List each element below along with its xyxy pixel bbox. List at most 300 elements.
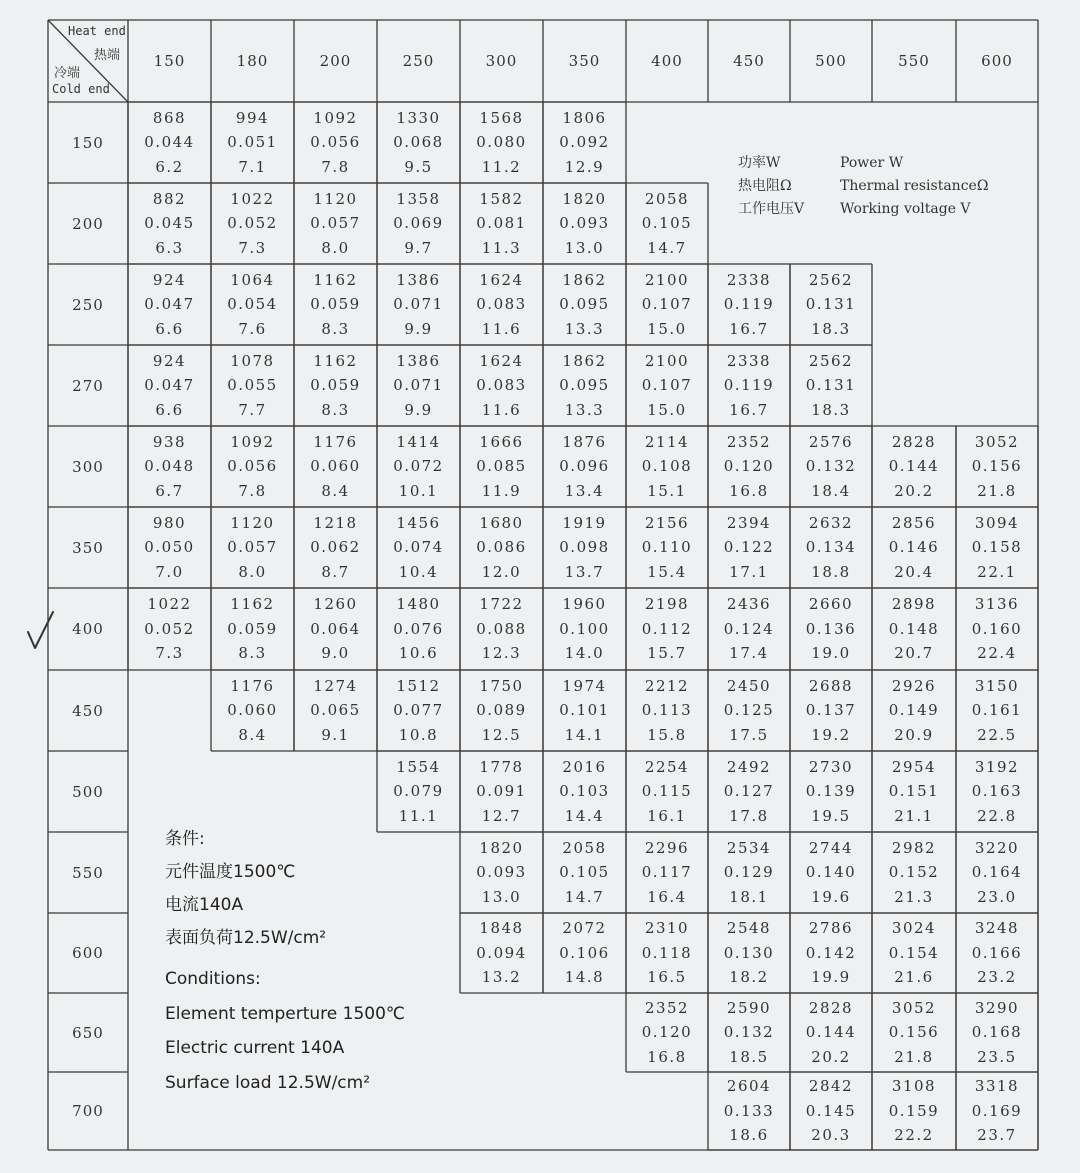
resistance-value: 0.122 (723, 538, 775, 557)
power-value: 2394 (726, 513, 772, 532)
table-cell (626, 264, 708, 345)
power-value: 2436 (726, 595, 772, 614)
table-cell (872, 588, 956, 670)
power-value: 2548 (726, 919, 772, 938)
resistance-value: 0.057 (310, 214, 361, 233)
cold-end-header-150: 150 (72, 133, 104, 152)
power-value: 2058 (644, 189, 690, 208)
table-cell (790, 264, 872, 345)
voltage-value: 19.0 (811, 644, 851, 663)
resistance-value: 0.098 (559, 538, 610, 557)
resistance-value: 0.091 (476, 782, 527, 801)
table-cell (626, 832, 708, 913)
voltage-value: 14.7 (564, 887, 605, 906)
voltage-value: 22.8 (977, 806, 1017, 825)
voltage-value: 19.6 (811, 887, 851, 906)
resistance-value: 0.050 (144, 538, 195, 557)
voltage-value: 12.5 (481, 725, 522, 744)
resistance-value: 0.051 (227, 133, 278, 152)
resistance-value: 0.136 (805, 619, 857, 638)
resistance-value: 0.056 (227, 457, 278, 476)
power-value: 2828 (891, 432, 937, 451)
voltage-value: 21.8 (977, 481, 1017, 500)
power-value: 1176 (230, 676, 275, 695)
power-value: 2786 (808, 919, 854, 938)
cold-end-header-650: 650 (72, 1023, 104, 1042)
legend-item-resistance: 热电阻Ω Thermal resistanceΩ (738, 178, 989, 194)
table-cell (294, 588, 377, 670)
power-value: 2926 (891, 676, 937, 695)
table-cell (790, 751, 872, 832)
voltage-value: 20.2 (894, 481, 934, 500)
table-cell (128, 264, 211, 345)
resistance-value: 0.152 (888, 863, 940, 882)
power-value: 3052 (974, 432, 1020, 451)
resistance-value: 0.129 (723, 863, 775, 882)
resistance-value: 0.083 (476, 295, 527, 314)
voltage-value: 9.5 (404, 157, 433, 176)
table-cell (460, 507, 543, 588)
table-cell (294, 426, 377, 507)
voltage-value: 13.3 (564, 400, 605, 419)
table-cell (211, 588, 294, 670)
table-cell (460, 426, 543, 507)
power-value: 924 (152, 270, 187, 289)
table-cell (460, 264, 543, 345)
voltage-value: 21.1 (894, 806, 934, 825)
power-value: 2562 (808, 351, 854, 370)
table-cell (626, 345, 708, 426)
heat-end-header-350: 350 (568, 52, 601, 70)
voltage-value: 11.1 (398, 806, 439, 825)
voltage-value: 20.7 (894, 644, 934, 663)
resistance-value: 0.060 (227, 701, 278, 720)
voltage-value: 9.0 (321, 644, 350, 663)
table-cell (626, 670, 708, 751)
power-value: 2338 (726, 351, 772, 370)
power-value: 3192 (974, 757, 1020, 776)
condition-current-cn: 电流140A (165, 895, 244, 915)
voltage-value: 8.3 (321, 400, 350, 419)
voltage-value: 20.2 (811, 1047, 851, 1066)
power-value: 1260 (313, 595, 358, 614)
resistance-value: 0.052 (227, 214, 278, 233)
resistance-value: 0.086 (476, 538, 527, 557)
resistance-value: 0.120 (641, 1023, 693, 1042)
resistance-value: 0.093 (559, 214, 610, 233)
resistance-value: 0.106 (559, 943, 610, 962)
power-value: 2114 (644, 432, 690, 451)
voltage-value: 15.7 (647, 644, 687, 663)
resistance-value: 0.117 (641, 863, 693, 882)
legend-item-voltage: 工作电压V Working voltage V (738, 201, 971, 217)
voltage-value: 22.1 (977, 562, 1017, 581)
voltage-value: 23.5 (977, 1047, 1017, 1066)
table-cell (872, 426, 956, 507)
power-value: 1722 (479, 595, 524, 614)
table-cell (956, 832, 1038, 913)
voltage-value: 7.8 (321, 157, 350, 176)
power-value: 1778 (479, 757, 524, 776)
cold-end-header-200: 200 (72, 214, 104, 233)
resistance-value: 0.069 (393, 214, 444, 233)
resistance-value: 0.154 (888, 943, 940, 962)
table-cell (790, 1072, 872, 1150)
voltage-value: 12.3 (481, 644, 522, 663)
condition-load-en: Surface load 12.5W/cm² (165, 1073, 371, 1093)
resistance-value: 0.107 (641, 376, 693, 395)
resistance-value: 0.139 (805, 782, 857, 801)
resistance-value: 0.100 (559, 619, 610, 638)
table-cell (708, 913, 790, 993)
table-cell (211, 345, 294, 426)
resistance-value: 0.151 (888, 782, 940, 801)
power-value: 1414 (396, 432, 441, 451)
power-value: 1512 (396, 676, 441, 695)
voltage-value: 8.7 (321, 562, 350, 581)
heat-end-header-300: 300 (485, 52, 518, 70)
voltage-value: 13.3 (564, 319, 605, 338)
table-cell (956, 751, 1038, 832)
table-cell (790, 670, 872, 751)
resistance-value: 0.068 (393, 133, 444, 152)
table-cell (790, 588, 872, 670)
cold-end-header-550: 550 (72, 863, 104, 882)
voltage-value: 17.5 (729, 725, 769, 744)
voltage-value: 23.2 (977, 968, 1017, 987)
voltage-value: 13.4 (564, 481, 605, 500)
table-cell (543, 345, 626, 426)
voltage-value: 11.6 (481, 400, 522, 419)
resistance-value: 0.118 (641, 943, 693, 962)
power-value: 1750 (479, 676, 524, 695)
table-cell (377, 507, 460, 588)
voltage-value: 22.2 (894, 1126, 934, 1145)
power-value: 2100 (644, 351, 690, 370)
power-value: 2730 (808, 757, 854, 776)
table-cell (790, 913, 872, 993)
voltage-value: 16.7 (729, 319, 769, 338)
resistance-value: 0.115 (641, 782, 693, 801)
voltage-value: 10.6 (398, 644, 439, 663)
resistance-value: 0.077 (393, 701, 444, 720)
check-mark-icon (26, 610, 56, 652)
table-cell (128, 345, 211, 426)
resistance-value: 0.161 (971, 701, 1023, 720)
heat-end-label: Heat end (68, 24, 126, 38)
power-value: 1176 (313, 432, 358, 451)
voltage-value: 14.0 (564, 644, 605, 663)
power-value: 2212 (644, 676, 690, 695)
table-cell (708, 264, 790, 345)
power-value: 2534 (726, 838, 772, 857)
voltage-value: 18.5 (729, 1047, 769, 1066)
power-value: 2590 (726, 998, 772, 1017)
voltage-value: 17.8 (729, 806, 769, 825)
power-value: 868 (152, 108, 187, 127)
table-cell (956, 426, 1038, 507)
voltage-value: 23.7 (977, 1126, 1017, 1145)
resistance-value: 0.107 (641, 295, 693, 314)
voltage-value: 15.1 (647, 481, 687, 500)
power-value: 3052 (891, 998, 937, 1017)
table-cell (460, 832, 543, 913)
power-value: 2828 (808, 998, 854, 1017)
voltage-value: 9.7 (404, 238, 433, 257)
voltage-value: 10.1 (398, 481, 439, 500)
voltage-value: 20.9 (894, 725, 934, 744)
resistance-value: 0.080 (476, 133, 527, 152)
table-cell (956, 913, 1038, 993)
voltage-value: 8.3 (321, 319, 350, 338)
voltage-value: 7.3 (238, 238, 267, 257)
voltage-value: 6.6 (155, 319, 184, 338)
power-value: 1554 (396, 757, 441, 776)
resistance-value: 0.076 (393, 619, 444, 638)
voltage-value: 19.9 (811, 968, 851, 987)
cold-end-header-700: 700 (72, 1102, 104, 1120)
resistance-value: 0.132 (723, 1023, 775, 1042)
power-value: 1666 (479, 432, 524, 451)
cold-end-header-400: 400 (72, 620, 104, 638)
resistance-value: 0.071 (393, 295, 444, 314)
table-cell (872, 913, 956, 993)
table-cell (377, 264, 460, 345)
power-value: 1092 (230, 432, 275, 451)
power-value: 2310 (644, 919, 690, 938)
voltage-value: 16.8 (729, 481, 769, 500)
voltage-value: 18.1 (729, 887, 769, 906)
table-cell (211, 507, 294, 588)
power-value: 1862 (562, 351, 607, 370)
table-cell (377, 588, 460, 670)
table-cell (626, 588, 708, 670)
resistance-value: 0.072 (393, 457, 444, 476)
voltage-value: 21.8 (894, 1047, 934, 1066)
power-value: 1582 (479, 189, 524, 208)
table-cell (294, 102, 377, 183)
resistance-value: 0.093 (476, 863, 527, 882)
heat-end-header-150: 150 (153, 52, 186, 70)
resistance-value: 0.127 (723, 782, 775, 801)
power-value: 2492 (726, 757, 772, 776)
table-cell (708, 1072, 790, 1150)
voltage-value: 7.8 (238, 481, 267, 500)
voltage-value: 12.9 (564, 157, 605, 176)
power-value: 1974 (562, 676, 607, 695)
power-value: 1568 (479, 108, 524, 127)
resistance-value: 0.112 (641, 619, 693, 638)
condition-temp-cn: 元件温度1500℃ (165, 862, 296, 882)
power-value: 3318 (974, 1077, 1020, 1096)
table-cell (211, 102, 294, 183)
condition-temp-en: Element temperture 1500℃ (165, 1004, 405, 1024)
table-cell (708, 832, 790, 913)
resistance-value: 0.048 (144, 457, 195, 476)
resistance-value: 0.169 (971, 1101, 1023, 1120)
resistance-value: 0.119 (723, 376, 775, 395)
heat-end-header-600: 600 (981, 52, 1013, 70)
power-value: 2660 (808, 595, 854, 614)
table-cell (543, 670, 626, 751)
power-value: 1624 (479, 270, 524, 289)
table-cell (872, 1072, 956, 1150)
table-cell (460, 670, 543, 751)
table-cell (872, 832, 956, 913)
resistance-value: 0.096 (559, 457, 610, 476)
voltage-value: 13.7 (564, 562, 605, 581)
table-cell (128, 102, 211, 183)
table-cell (377, 426, 460, 507)
power-value: 1022 (147, 595, 192, 614)
voltage-value: 14.8 (564, 968, 605, 987)
power-value: 2352 (644, 998, 690, 1017)
power-value: 1680 (479, 513, 524, 532)
voltage-value: 17.1 (729, 562, 769, 581)
power-value: 2982 (891, 838, 937, 857)
resistance-value: 0.110 (641, 538, 693, 557)
resistance-value: 0.130 (723, 943, 775, 962)
resistance-value: 0.088 (476, 619, 527, 638)
resistance-value: 0.113 (641, 701, 693, 720)
resistance-value: 0.134 (805, 538, 857, 557)
condition-load-cn: 表面负荷12.5W/cm² (165, 928, 327, 948)
resistance-value: 0.124 (723, 619, 775, 638)
table-cell (543, 913, 626, 993)
cold-end-header-350: 350 (72, 538, 104, 557)
voltage-value: 6.3 (155, 238, 184, 257)
resistance-value: 0.160 (971, 619, 1023, 638)
heat-end-header-250: 250 (402, 52, 435, 70)
legend (738, 152, 988, 221)
table-cell (543, 426, 626, 507)
table-cell (128, 183, 211, 264)
power-value: 3248 (974, 919, 1020, 938)
voltage-value: 21.6 (894, 968, 934, 987)
table-cell (626, 426, 708, 507)
power-value: 2198 (644, 595, 690, 614)
table-cell (708, 993, 790, 1072)
resistance-value: 0.089 (476, 701, 527, 720)
cold-end-label: Cold end (52, 82, 110, 96)
power-value: 2296 (644, 838, 690, 857)
voltage-value: 9.9 (404, 400, 433, 419)
voltage-value: 8.0 (238, 562, 267, 581)
power-value: 1480 (396, 595, 441, 614)
voltage-value: 19.5 (811, 806, 851, 825)
resistance-value: 0.131 (805, 376, 857, 395)
power-value: 2898 (891, 595, 937, 614)
power-value: 1078 (230, 351, 275, 370)
voltage-value: 6.6 (155, 400, 184, 419)
table-cell (708, 588, 790, 670)
voltage-value: 11.6 (481, 319, 522, 338)
resistance-value: 0.101 (559, 701, 610, 720)
data-sheet (48, 20, 1038, 1150)
voltage-value: 11.2 (481, 157, 522, 176)
voltage-value: 14.1 (564, 725, 605, 744)
power-value: 1092 (313, 108, 358, 127)
power-value: 1862 (562, 270, 607, 289)
voltage-value: 17.4 (729, 644, 769, 663)
voltage-value: 11.9 (481, 481, 522, 500)
voltage-value: 15.4 (647, 562, 687, 581)
table-cell (128, 426, 211, 507)
power-value: 1064 (230, 270, 275, 289)
table-cell (460, 913, 543, 993)
power-value: 2338 (726, 270, 772, 289)
table-cell (708, 670, 790, 751)
table-cell (626, 993, 708, 1072)
power-value: 1022 (230, 189, 275, 208)
table-cell (956, 993, 1038, 1072)
conditions-title-en: Conditions: (165, 969, 261, 989)
power-value: 1120 (313, 189, 358, 208)
voltage-value: 13.0 (481, 887, 522, 906)
table-cell (460, 588, 543, 670)
power-value: 3290 (974, 998, 1020, 1017)
table-cell (956, 1072, 1038, 1150)
resistance-value: 0.055 (227, 376, 278, 395)
table-cell (956, 507, 1038, 588)
power-value: 2156 (644, 513, 690, 532)
table-cell (956, 670, 1038, 751)
condition-current-en: Electric current 140A (165, 1038, 345, 1058)
resistance-value: 0.047 (144, 376, 195, 395)
resistance-value: 0.125 (723, 701, 775, 720)
heat-end-header-200: 200 (319, 52, 352, 70)
table-cell (626, 913, 708, 993)
power-value: 1162 (313, 270, 358, 289)
resistance-value: 0.059 (310, 295, 361, 314)
table-cell (708, 507, 790, 588)
voltage-value: 10.4 (398, 562, 439, 581)
voltage-value: 8.0 (321, 238, 350, 257)
table-cell (294, 670, 377, 751)
power-value: 1820 (562, 189, 607, 208)
power-value: 1876 (562, 432, 607, 451)
voltage-value: 12.7 (481, 806, 522, 825)
cold-end-header-500: 500 (72, 782, 104, 801)
power-value: 1218 (313, 513, 358, 532)
power-value: 1386 (396, 270, 441, 289)
power-value: 1806 (562, 108, 607, 127)
heat-end-header-500: 500 (815, 52, 847, 70)
power-value: 3094 (974, 513, 1020, 532)
resistance-value: 0.133 (723, 1101, 775, 1120)
power-value: 2954 (891, 757, 937, 776)
power-value: 1848 (479, 919, 524, 938)
power-value: 3024 (891, 919, 937, 938)
power-value: 1330 (396, 108, 441, 127)
power-value: 1386 (396, 351, 441, 370)
power-value: 994 (235, 108, 270, 127)
power-value: 1162 (230, 595, 275, 614)
power-value: 2562 (808, 270, 854, 289)
power-value: 2842 (808, 1077, 854, 1096)
power-value: 2016 (562, 757, 607, 776)
resistance-value: 0.054 (227, 295, 278, 314)
resistance-value: 0.045 (144, 214, 195, 233)
power-value: 1358 (396, 189, 441, 208)
voltage-value: 14.7 (647, 238, 687, 257)
power-value: 1624 (479, 351, 524, 370)
voltage-value: 9.9 (404, 319, 433, 338)
voltage-value: 18.3 (811, 319, 851, 338)
voltage-value: 22.5 (977, 725, 1017, 744)
power-value: 924 (152, 351, 187, 370)
cold-end-header-250: 250 (72, 295, 104, 314)
